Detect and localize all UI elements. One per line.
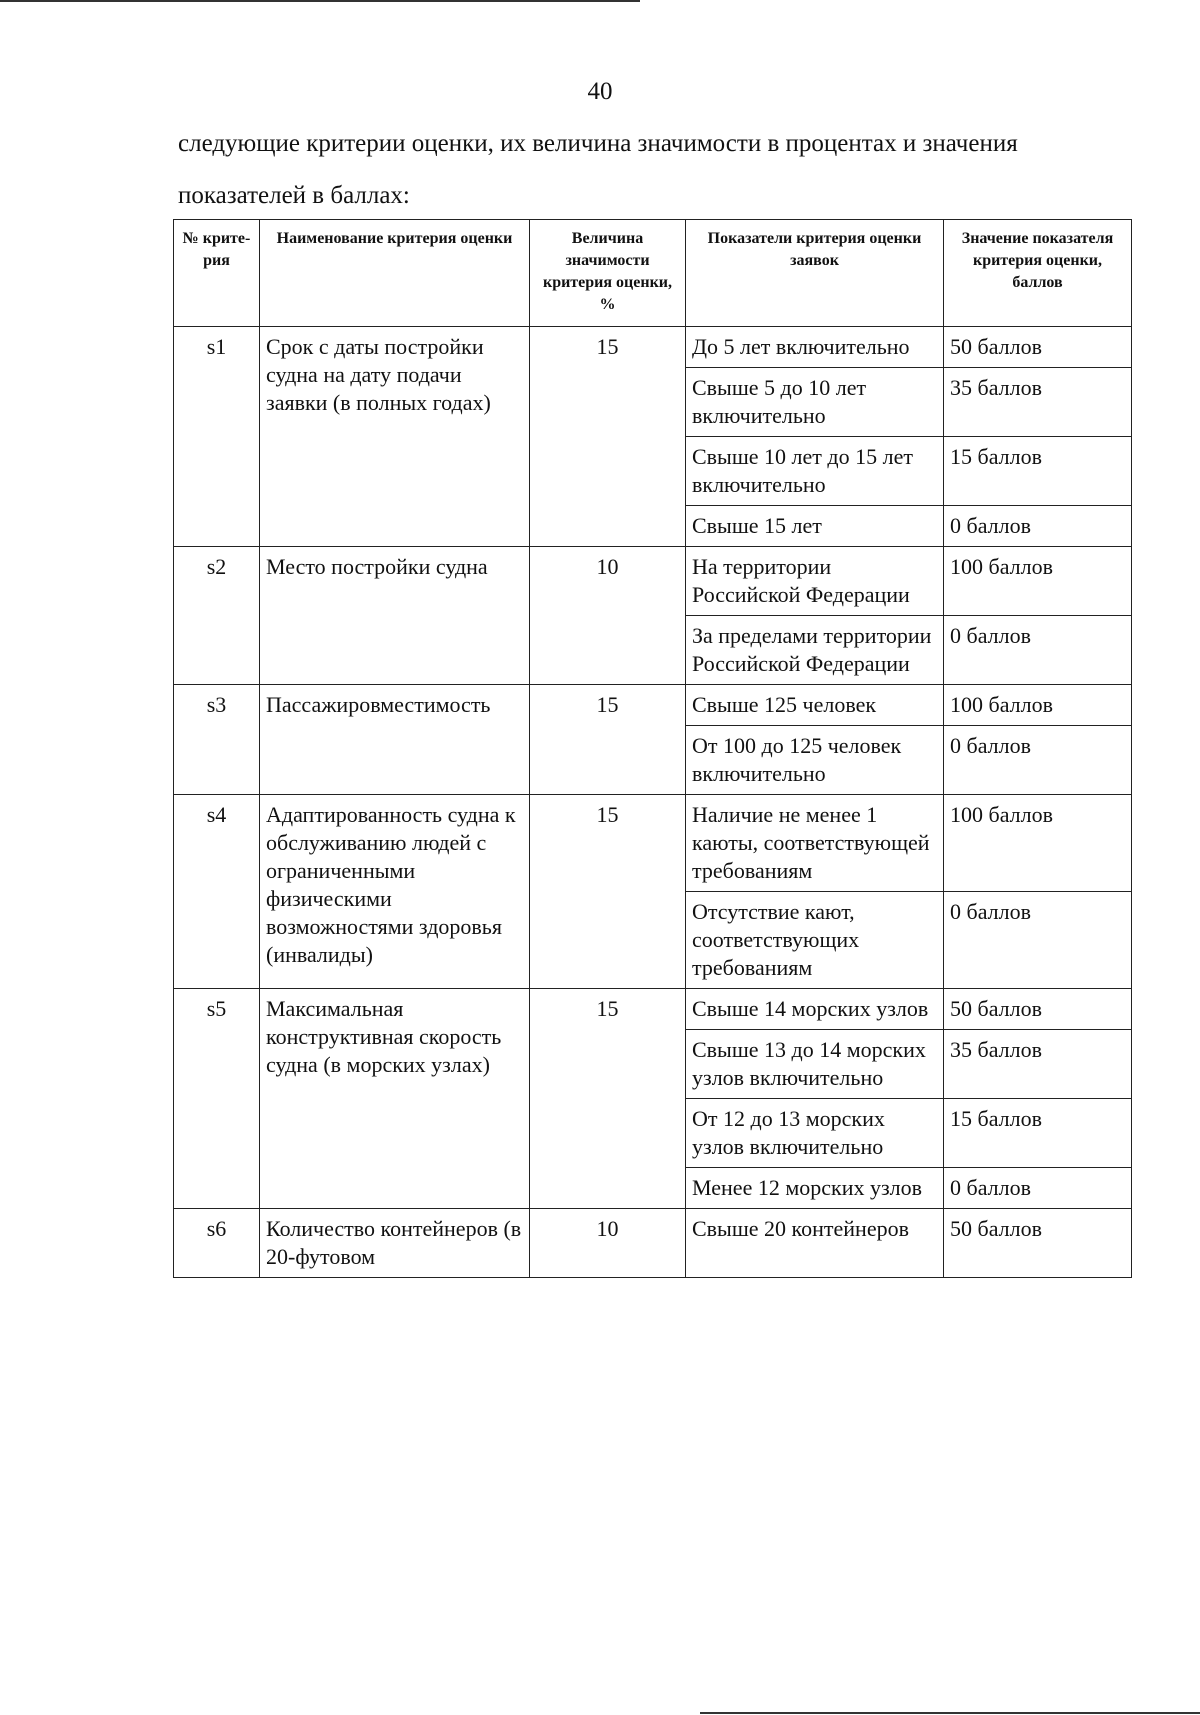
- value-cell: 50 баллов: [944, 989, 1132, 1030]
- value-cell: 100 баллов: [944, 685, 1132, 726]
- indicator-cell: Свыше 10 лет до 15 лет включительно: [686, 437, 944, 506]
- criterion-num: s3: [174, 685, 260, 795]
- table-row: [174, 1209, 1132, 1278]
- indicator-cell: Отсутствие кают, соответствующих требованиям: [686, 892, 944, 989]
- header-weight: Величина значимости критерия оценки, %: [530, 220, 686, 327]
- criterion-name: Место постройки судна: [260, 547, 530, 685]
- criterion-weight: 15: [530, 685, 686, 795]
- value-cell: 50 баллов: [944, 327, 1132, 368]
- scan-artifact-line-bottom: [700, 1712, 1200, 1714]
- value-cell: 0 баллов: [944, 616, 1132, 685]
- criterion-weight: 10: [530, 547, 686, 685]
- table-row: [174, 685, 1132, 726]
- value-cell: 0 баллов: [944, 1168, 1132, 1209]
- indicator-cell: Свыше 15 лет: [686, 506, 944, 547]
- indicator-cell: От 100 до 125 человек включительно: [686, 726, 944, 795]
- criteria-table: [173, 219, 1132, 1278]
- criterion-name: Количество контейнеров (в 20-футовом: [260, 1209, 530, 1278]
- value-cell: 100 баллов: [944, 795, 1132, 892]
- criterion-num: s2: [174, 547, 260, 685]
- table-header-row: [174, 220, 1132, 327]
- scan-artifact-line: [0, 0, 640, 2]
- page-number: 40: [587, 78, 613, 105]
- indicator-cell: Свыше 5 до 10 лет включительно: [686, 368, 944, 437]
- value-cell: 0 баллов: [944, 506, 1132, 547]
- criterion-num: s5: [174, 989, 260, 1209]
- criterion-num: s6: [174, 1209, 260, 1278]
- indicator-cell: Наличие не менее 1 каюты, соответствующей требованиям: [686, 795, 944, 892]
- indicator-cell: До 5 лет включительно: [686, 327, 944, 368]
- indicator-cell: Свыше 20 контейнеров: [686, 1209, 944, 1278]
- indicator-cell: На территории Российской Федерации: [686, 547, 944, 616]
- header-value: Значение показателя критерия оценки, баллов: [944, 220, 1132, 327]
- header-name: Наименование критерия оценки: [260, 220, 530, 327]
- header-num: № крите-рия: [174, 220, 260, 327]
- indicator-cell: Свыше 14 морских узлов: [686, 989, 944, 1030]
- criterion-weight: 15: [530, 989, 686, 1209]
- value-cell: 50 баллов: [944, 1209, 1132, 1278]
- criterion-name: Пассажировместимость: [260, 685, 530, 795]
- indicator-cell: От 12 до 13 морских узлов включительно: [686, 1099, 944, 1168]
- criterion-name: Адаптированность судна к обслуживанию людей с ограниченными физическими возможностями здоровья (инвалиды): [260, 795, 530, 989]
- criterion-name: Срок с даты постройки судна на дату подачи заявки (в полных годах): [260, 327, 530, 547]
- value-cell: 35 баллов: [944, 1030, 1132, 1099]
- header-indicator: Показатели критерия оценки заявок: [686, 220, 944, 327]
- criterion-weight: 15: [530, 327, 686, 547]
- indicator-cell: Менее 12 морских узлов: [686, 1168, 944, 1209]
- table-row: [174, 989, 1132, 1030]
- indicator-cell: Свыше 125 человек: [686, 685, 944, 726]
- criterion-weight: 10: [530, 1209, 686, 1278]
- intro-paragraph: следующие критерии оценки, их величина значимости в процентах и значения показателей в баллах:: [178, 130, 1018, 209]
- value-cell: 0 баллов: [944, 892, 1132, 989]
- criterion-name: Максимальная конструктивная скорость судна (в морских узлах): [260, 989, 530, 1209]
- table-row: [174, 327, 1132, 368]
- table-row: [174, 795, 1132, 892]
- criterion-num: s1: [174, 327, 260, 547]
- criterion-weight: 15: [530, 795, 686, 989]
- criterion-num: s4: [174, 795, 260, 989]
- indicator-cell: Свыше 13 до 14 морских узлов включительно: [686, 1030, 944, 1099]
- value-cell: 0 баллов: [944, 726, 1132, 795]
- value-cell: 100 баллов: [944, 547, 1132, 616]
- table-row: [174, 547, 1132, 616]
- value-cell: 35 баллов: [944, 368, 1132, 437]
- value-cell: 15 баллов: [944, 437, 1132, 506]
- value-cell: 15 баллов: [944, 1099, 1132, 1168]
- indicator-cell: За пределами территории Российской Федерации: [686, 616, 944, 685]
